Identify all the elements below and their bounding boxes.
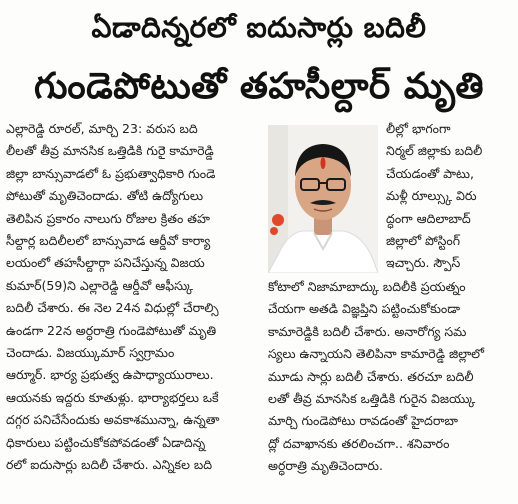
text-line: అర్ధరాత్రి మృతిచెందారు. (268, 458, 383, 474)
text-line: స్యలు ఉన్నాయని తెలిపినా కామారెడ్డి జిల్లాలో (268, 346, 485, 362)
text-line: లీల్లో భాగంగా (386, 121, 451, 136)
text-line: ధికారులు పట్టించుకోకపోవడంతో ఏడాదిన్న (6, 434, 206, 450)
text-line: పోటుతో మృతిచెందాడు. తోటి ఉద్యోగులు (6, 188, 204, 204)
headline-top: ఏడాదిన్నరలో ఐదుసార్లు బదిలీ (91, 11, 427, 44)
text-line: చెందాడు. విజయ్కుమార్ స్వగ్రామం (6, 345, 175, 361)
text-line: ఆయనకు ఇద్దరు కూతుళ్లు. భార్యాభర్తలు ఒకే (6, 389, 219, 405)
text-line: బదిలీ చేశారు. ఈ నెల 24న విధుల్లో చేరాల్సి (6, 300, 219, 316)
text-line: కుమార్(59)ని ఎల్లారెడ్డి ఆర్డీవో ఆఫీస్కు (6, 277, 194, 293)
text-line: ఇచ్చారు. స్పౌస్ (386, 255, 461, 271)
text-line: మూడు సార్లు బదిలీ చేశారు. తరచూ బదిలీ (268, 368, 474, 384)
text-line: మళ్లీ రూల్స్కు విరు (386, 188, 477, 204)
text-line: జిల్లా బాన్సువాడలో ఓ ప్రభుత్వాధికారి గుండె (6, 165, 216, 181)
text-line: తెలిపిన ప్రకారం నాలుగు రోజుల క్రితం తహ (6, 210, 210, 226)
article-column-right-bottom (268, 276, 514, 500)
text-line: ఉండగా 22న అర్ధరాత్రి గుండెపోటుతో మృతి (6, 322, 217, 338)
article-column-right-top (386, 118, 514, 274)
text-line: ద్ధంగా ఆదిలాబాద్ (386, 210, 471, 226)
text-line: మార్చి గుండెపోటు రావడంతో హైదరాబా (268, 413, 458, 429)
text-line: జిల్లాలో పోస్టింగ్ (386, 233, 461, 249)
text-line: లయంలో తహసీల్దార్గా పనిచేస్తున్న విజయ (6, 255, 205, 271)
text-line: ద్లో దవాఖానకు తరలించగా.. శనివారం (268, 435, 450, 451)
text-line: కోటాలో నిజామాబాద్కు బదిలీకి ప్రయత్నం (268, 279, 466, 294)
text-line: సీల్దార్ల బదిలీలలో బాన్సువాడ ఆర్డీవో కార్యా (6, 233, 211, 249)
text-line: ఎల్లారెడ్డి రూరల్, మార్చి 23: వరుస బది (6, 121, 198, 136)
text-line: కామారెడ్డికి బదిలీ చేశారు. అనారోగ్య సమ (268, 323, 467, 339)
portrait-photo (268, 125, 378, 273)
text-line: నిర్మల్ జిల్లాకు బదిలీ (386, 143, 483, 159)
article-column-left (6, 118, 258, 500)
text-line: ఆర్మూర్. భార్య ప్రభుత్వ ఉపాధ్యాయురాలు. (6, 367, 214, 383)
text-line: దగ్గర పనిచేసేందుకు అవకాశమున్నా, ఉన్నతా (6, 412, 220, 428)
headline-main: గుండెపోటుతో తహసీల్దార్ మృతి (33, 66, 485, 107)
text-line: చేయడంతో పాటు, (386, 165, 474, 181)
text-line: రలో ఐదుసార్లు బదిలీ చేశారు. ఎన్నికల బది (6, 457, 213, 473)
text-line: లీలతో తీవ్ర మానసిక ఒత్తిడికి గురైె కామారెడ్డి (6, 143, 214, 159)
portrait-icon (268, 125, 378, 273)
text-line: చేయగా అతడి విజ్ఞప్తిని పట్టించుకోకుండా (268, 301, 461, 317)
text-line: లతో తీవ్ర మానసిక ఒత్తిడికి గురైన విజయ్కు (268, 391, 476, 407)
